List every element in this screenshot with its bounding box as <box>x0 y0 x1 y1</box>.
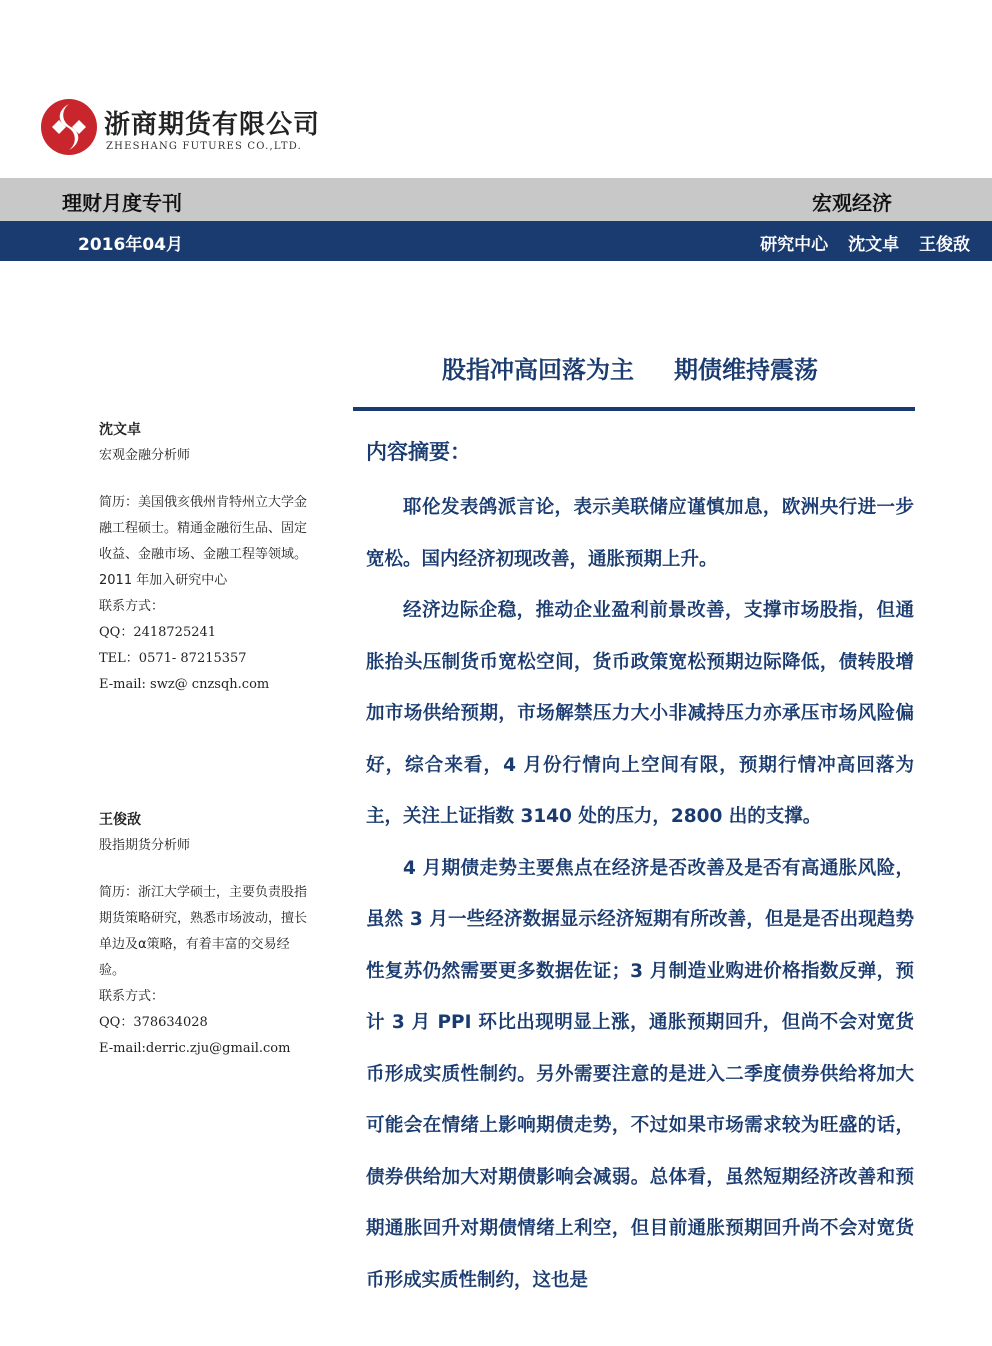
header-author-2: 王俊敌 <box>919 235 970 255</box>
author-bio: 简历：美国俄亥俄州肯特州立大学金融工程硕士。精通金融衍生品、固定收益、金融市场、金融工程等领域。2011 年加入研究中心 <box>99 495 308 588</box>
header-author-1: 沈文卓 <box>848 235 900 255</box>
report-authors-line <box>746 230 970 255</box>
author-tel: TEL：0571- 87215357 <box>99 651 247 666</box>
report-title <box>350 350 910 385</box>
company-name-en: ZHESHANG FUTURES CO.,LTD. <box>106 141 302 152</box>
author-name: 沈文卓 <box>99 422 141 438</box>
contact-label: 联系方式： <box>99 989 165 1004</box>
report-type-band <box>0 178 992 221</box>
abstract-heading: 内容摘要： <box>366 440 471 464</box>
company-name-cn: 浙商期货有限公司 <box>104 110 321 140</box>
title-part-2: 期债维持震荡 <box>674 356 818 384</box>
report-category: 宏观经济 <box>812 191 892 215</box>
author-qq: QQ：378634028 <box>99 1015 208 1030</box>
author-email[interactable]: E-mail: swz@ cnzsqh.com <box>99 677 270 692</box>
page-bottom-edge <box>0 1329 992 1346</box>
company-logo-icon <box>40 98 98 156</box>
author-card-2 <box>99 810 309 1062</box>
author-role: 股指期货分析师 <box>99 838 191 853</box>
abstract-body <box>366 482 914 1306</box>
abstract-paragraph: 耶伦发表鸽派言论，表示美联储应谨慎加息，欧洲央行进一步宽松。国内经济初现改善，通胀预期上升。 <box>366 497 914 570</box>
author-card-1 <box>99 420 309 698</box>
report-type: 理财月度专刊 <box>62 191 182 215</box>
abstract-paragraph: 经济边际企稳，推动企业盈利前景改善，支撑市场股指，但通胀抬头压制货币宽松空间，货币政策宽松预期边际降低，债转股增加市场供给预期，市场解禁压力大小非减持压力亦承压市场风险偏好，综合来看，4 月份行情向上空间有限，预期行情冲高回落为主，关注上证指数 3140 处的压力，2800 出的支撑。 <box>366 600 914 827</box>
title-divider <box>353 407 915 411</box>
author-qq: QQ：2418725241 <box>99 625 217 640</box>
contact-label: 联系方式： <box>99 599 165 614</box>
author-role: 宏观金融分析师 <box>99 448 191 463</box>
author-bio: 简历：浙江大学硕士，主要负责股指期货策略研究，熟悉市场波动，擅长单边及α策略，有着丰富的交易经验。 <box>99 885 308 978</box>
author-name: 王俊敌 <box>99 812 141 828</box>
abstract-paragraph: 4 月期债走势主要焦点在经济是否改善及是否有高通胀风险，虽然 3 月一些经济数据显示经济短期有所改善，但是是否出现趋势性复苏仍然需要更多数据佐证；3 月制造业购进价格指数反弹，预计 3 月 PPI 环比出现明显上涨，通胀预期回升，但尚不会对宽货币形成实质性制约。另外需要注意的是进入二季度债券供给将加大可能会在情绪上影响期债走势，不过如果市场需求较为旺盛的话，债券供给加大对期债影响会减弱。总体看，虽然短期经济改善和预期通胀回升对期债情绪上利空，但目前通胀预期回升尚不会对宽货币形成实质性制约，这也是 <box>366 857 914 1291</box>
report-info-band <box>0 221 992 261</box>
research-dept: 研究中心 <box>760 235 829 255</box>
title-part-1: 股指冲高回落为主 <box>442 356 634 384</box>
author-email[interactable]: E-mail:derric.zju@gmail.com <box>99 1041 291 1056</box>
report-date: 2016年04月 <box>78 235 183 255</box>
